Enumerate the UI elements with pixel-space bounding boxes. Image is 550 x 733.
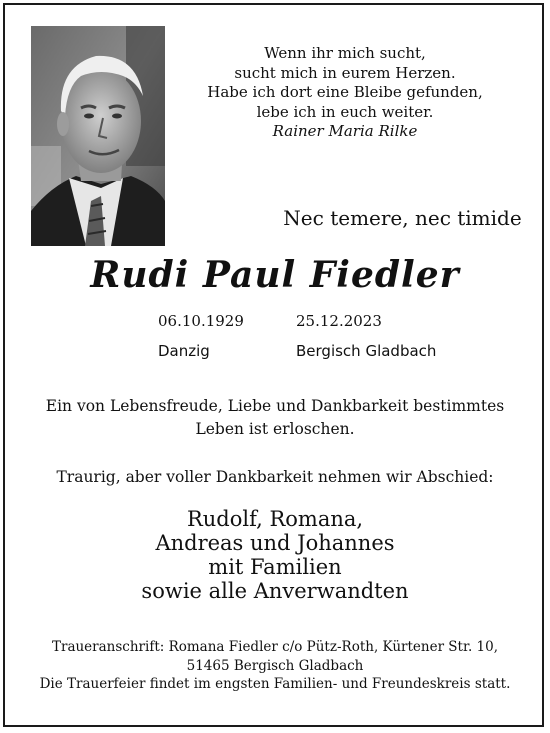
farewell-text: Traurig, aber voller Dankbarkeit nehmen wir Abschied: xyxy=(56,468,494,486)
intro-line: Leben ist erloschen. xyxy=(195,420,355,438)
poem-line: lebe ich in euch weiter. xyxy=(256,102,434,121)
mourners-list xyxy=(70,507,480,603)
mourning-address-city: 51465 Bergisch Gladbach xyxy=(186,657,364,674)
mourner-line: mit Familien xyxy=(208,555,342,579)
ceremony-note: Die Trauerfeier findet im engsten Familien- und Freundeskreis statt. xyxy=(39,676,511,692)
mourner-line: sowie alle Anverwandten xyxy=(141,579,409,603)
footer-info xyxy=(20,638,530,694)
death-place: Bergisch Gladbach xyxy=(296,342,437,360)
deceased-name: Rudi Paul Fiedler xyxy=(90,254,460,296)
intro-text xyxy=(40,395,510,441)
birth-date: 06.10.1929 xyxy=(158,312,244,330)
birth-place: Danzig xyxy=(158,342,210,360)
intro-line: Ein von Lebensfreude, Liebe und Dankbarkeit bestimmtes xyxy=(45,397,505,415)
death-date: 25.12.2023 xyxy=(296,312,382,330)
motto: Nec temere, nec timide xyxy=(283,206,522,230)
poem-line: sucht mich in eurem Herzen. xyxy=(234,63,456,82)
poem-line: Wenn ihr mich sucht, xyxy=(264,44,426,62)
portrait-photo xyxy=(31,26,165,246)
mourner-line: Andreas und Johannes xyxy=(155,531,395,555)
mourner-line: Rudolf, Romana, xyxy=(186,507,364,531)
poem-line: Habe ich dort eine Bleibe gefunden, xyxy=(207,83,483,101)
poem-author: Rainer Maria Rilke xyxy=(272,122,418,140)
mourning-address: Traueranschrift: Romana Fiedler c/o Pütz-Roth, Kürtener Str. 10, xyxy=(51,639,499,655)
poem-quote xyxy=(190,44,500,142)
